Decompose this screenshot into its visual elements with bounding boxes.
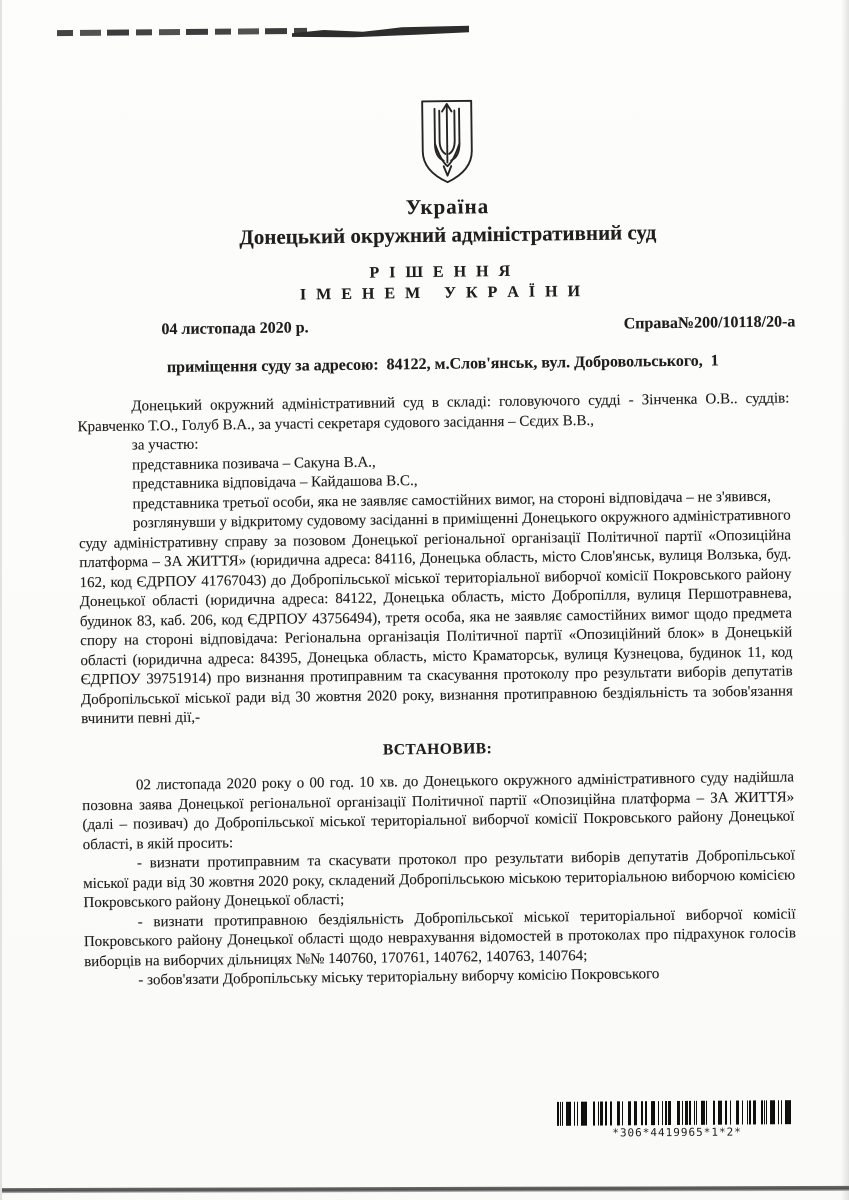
barcode-label: *306*4419965*1*2* [612,1125,742,1140]
case-meta-row [0,313,845,341]
ukraine-trident-emblem-icon [413,97,480,186]
decision-title-block [18,257,849,309]
body-paragraph-third-party-representative: представника третьої особи, яка не заявляє самостійних вимог, на стороні відповідача – не з'явився, [132,488,772,513]
country-label: Україна [405,194,490,220]
case-number: Справа№200/10118/20-а [623,313,796,333]
in-the-name-of-ukraine-title: І М Е Н Е М У К Р А Ї Н И [299,283,584,304]
established-paragraph-claim-1: - визнати протиправним та скасувати протокол про результати виборів депутатів Добропільської міської ради від 30 жовтня 2020 року, складений Добропільською міською територіальною виборчою комісією Покровського району Донецької області; [83,847,796,912]
established-paragraph-claim-3: - зобов'язати Добропільську міську територіальну виборчу комісію Покровського [138,966,660,989]
scan-right-edge-shade [841,0,849,1200]
body-paragraph-plaintiff-representative: представника позивача – Сакуна В.А., [131,454,376,474]
established-heading: ВСТАНОВИВ: [382,739,493,758]
court-address-line: приміщення суду за адресою: 84122, м.Слов'янськ, вул. Добровольського, 1 [166,352,719,377]
body-paragraph-defendant-representative: представника відповідача – Кайдашова В.С., [132,473,418,493]
body-paragraph-case-description: розглянувши у відкритому судовому засіданні в приміщенні Донецького окружного адміністративного суду адміністративну справу за позовом Донецької регіональної організації Політичної партії «Опозиційна платформа – ЗА ЖИТТЯ» (юридична адреса: 84116, Донецька область, місто Слов'янськ, вулиця Волзька, буд. 162, код ЄДРПОУ 41767043) до Добропільської міської територіальної виборчої комісії Покровського району Донецької області (юридична адреса: 84122, Донецька область, місто Добропілля, вулиця Першотравнева, будинок 83, каб. 206, код ЄДРПОУ 43756494), третя особа, яка не заявляє самостійних вимог щодо предмета спору на стороні відповідача: Регіональна організація Політичної партії «Опозиційний блок» в Донецькій області (юридична адреса: 84395, Донецька область, місто Краматорськ, вулиця Кузнецова, будинок 11, код ЄДРПОУ 39751914) про визнання протиправним та скасування протоколу про результати виборів депутатів Добропільської міської ради від 30 жовтня 2020 року, визнання протиправною бездіяльність та зобов'язання вчинити певні дії,- [78,507,793,728]
established-paragraph-claim-intro: 02 листопада 2020 року о 00 год. 10 хв. до Донецького окружного адміністративного суду надійшла позовна заява Донецької регіональної організації Політичної партії «Опозиційна платформа – ЗА ЖИТТЯ» (далі – позивач) до Добропільської міської територіальної виборчої комісії Покровського району Донецької області, в якій просить: [82,769,795,853]
barcode-icon [557,1100,797,1126]
decision-date: 04 листопада 2020 р. [161,319,309,339]
court-name: Донецький окружний адміністративний суд [239,220,657,250]
body-paragraph-attendance-label: за участю: [131,436,199,454]
decision-title: Р І Ш Е Н Н Я [369,262,514,282]
body-paragraph-court-composition: Донецький окружний адміністративний суд в складі: головуючого судді - Зінченка О.В.. суддів: Кравченко Т.О., Голуб В.А., за участі секретаря судового засідання – Сєдих В.В., [77,390,790,435]
established-paragraph-claim-2: - визнати протиправною бездіяльність Добропільської міської територіальної виборчої комісії Покровського району Донецької області щодо неврахування відомостей в протоколах про підрахунок голосів виборців на виборчих дільницях №№ 140760, 170761, 140762, 140763, 140764; [83,905,796,970]
document-barcode-block [557,1100,797,1140]
decision-body [77,389,796,991]
emblem-container [21,0,849,196]
